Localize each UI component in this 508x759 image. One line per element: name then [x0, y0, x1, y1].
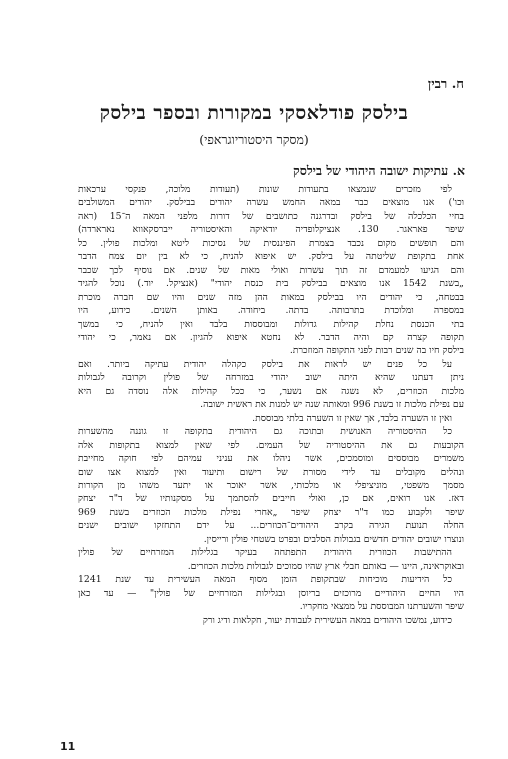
text-line: כל ההיסטוריה האנושית ובתוכה גם היהודית בתקופה זו גוננה מהשערות: [78, 426, 452, 438]
text-line: כידוע, נמשכו היהודים במאה העשירית לעבודת יעור, חקלאות ודיג ורק: [202, 614, 452, 626]
text-line: והם הגיעו למעמדם זה תוך עשרות ואולי מאות של שנים. אם נוסיף לכך שכבר: [78, 264, 464, 276]
text-line: ההתישבות הכוזרית היהודית התפתחה בעיקר בגלילות המזרחיים של פולין: [78, 547, 452, 559]
text-line: בתי הכנסת נחלת קהילות גדולות ומבוססות בלבד ואין להניח, כי במשך: [78, 318, 464, 330]
text-line: עם נפילת מלכות זו בשנת 996 ומאותה שנה יש למנות את ראשית ישובה.: [200, 399, 464, 411]
text-line: תקופה קצרה קם והיה הדבר. לא נחטא איפוא להגיון. אם נאמר, כי יהודי: [78, 331, 464, 343]
text-line: שיפר ולקבוע כמו ד"ר יצחק שיפר „אחרי נפילת מלכות הכוזרים בשנת 969: [78, 506, 464, 518]
article-subtitle: (מסקר היסטוריוגראפי): [199, 132, 309, 147]
text-line: הקובעות גם את ההיסטוריה של העמים. לפי שאין למצוא בתקופות אלה: [78, 439, 464, 451]
text-line: בבטחה, כי יהודים היו בבילסק במאות ההן מזה שנים והיו שם חברה מוכרת: [78, 291, 464, 303]
text-line: וכו') אנו מוצאים כבר במאה החמש עשרה יהודים בבילסק. יהודים המשולבים: [78, 197, 464, 209]
text-line: היו החיים היהודיים מרוכזים בריוסן ובגלילות המזרחיים של פולין" — עד כאן: [78, 587, 464, 599]
text-line: כל הידיעות מוכיחות שבתקופת הזמן מסוף המאה העשירית עד שנת 1241: [78, 574, 452, 586]
text-line: לפי מזכרים שנמצאו בתעודות שונות (תעודות מלוכה, פנקסי ערכאות: [78, 184, 452, 195]
text-line: מסמך משפטי, מוניציפלי או מלכותי, אשר יאוכר או יתעד משהו מן הקורות: [78, 479, 464, 491]
text-line: אחת בתקופת שליטתה על בילסק. יש איפוא להניח, כי לא בין יום צמח הדבר: [78, 251, 464, 263]
text-line: ובאוקראינה, היינו — באותם חבלי ארץ שהיו סמוכים לגבולות מלכות הכוזרים.: [187, 560, 464, 572]
text-line: דאז. אנו רואים, אם כן, ואולי חייבים להסתמך על מסקנותיו של ד"ר יצחק: [78, 493, 464, 505]
page-number: 11: [60, 740, 76, 753]
author-name: ח. רבין: [427, 77, 464, 92]
text-line: „בשנת 1542 אנו מוצאים בבילסק בית כנסת יהודי" (אנציקל. יוד.) נוכל להגיד: [78, 278, 464, 290]
text-line: החלה תנועת הגירה בקרב היהודים־הכוזרים... על ידם התחזקו ישובים ישנים: [78, 520, 464, 532]
text-line: ואין זו השערה בלבד, אך שאין זו השערה בלתי מבוססת.: [252, 412, 452, 424]
section-heading: א. עתיקות ישובה היהודי של בילסק: [293, 163, 465, 178]
text-line: משמרים מבוססים ומוסמכים, אשר ניהלו את עניני עמיהם לפי חוקה מחייבת: [78, 453, 464, 465]
text-line: בחיי הכלכלה של בילסק ובדרגנה כתושבים של דורות מלפני המאה ה־15 (ראה: [78, 210, 464, 222]
text-line: במספרה ומלוכדת בתרבותה. בדתה. ביחודה. באותן השנים. כידוע, היו: [78, 305, 464, 317]
text-line: ונוצרו ישובים יהודים חדשים בגבולות הסלבים ובפרט בשטחי פולין ורייסין.: [203, 533, 464, 545]
text-line: שיפר פאראגר. 130. אנציקלופדיה יודאיקה והאיסטוריה ייברסקאווא נארארדה): [78, 224, 464, 236]
article-title: בילסק פודלאסקי במקורות ובספר בילסק: [99, 102, 409, 124]
text-line: והם תופשים מקום נכבד בצמרת הפיננסית של נסיכות ליטא ומלכות פולין. כל: [78, 237, 464, 249]
body-text: [78, 183, 464, 627]
text-line: בילסק חיו בה שנים רבות לפני התקופה המוזכרת.: [289, 345, 464, 357]
text-line: שיפר והשערתנו המבוססת על ממצאי מחקריו.: [299, 601, 464, 613]
text-line: ניתן דעתנו שהיא היתה ישוב יהודי במזרחה של פולין וקרובה לגבולות: [78, 372, 464, 384]
text-line: מלכות הכוזרים, לא נשגה אם נשער, כי ככל קהילות אלה נוסדה גם היא: [78, 385, 464, 397]
text-line: ונהלים מקובלים עד לידי מסורת של רישום ותיעוד ואין למצוא אצו שום: [78, 466, 464, 478]
text-line: על כל פנים יש לראות את בילסק כקהלה יהודית עתיקה ביותר. ואם: [78, 358, 452, 370]
